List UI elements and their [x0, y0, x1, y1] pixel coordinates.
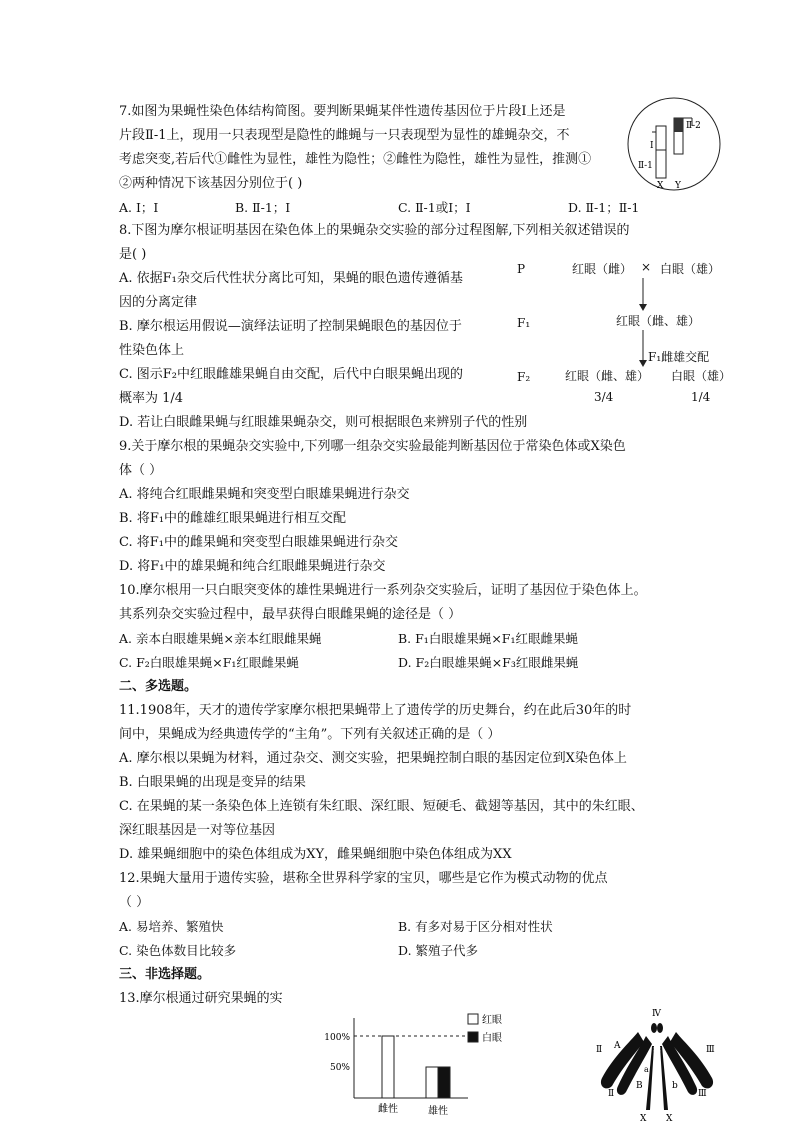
- eye-color-bar-chart: [318, 1010, 518, 1120]
- q7-line-4: ②两种情况下该基因分别位于( ): [119, 176, 303, 191]
- p-female: 红眼（雌）: [572, 262, 633, 276]
- f2-white: 白眼（雄）: [671, 369, 732, 383]
- legend-white-label: 白眼: [482, 1033, 502, 1044]
- q8-option-a-cont: 因的分离定律: [119, 295, 198, 310]
- q10-line-2: 其系列杂交实验过程中，最早获得白眼雌果蝇的途径是（ ）: [119, 607, 462, 622]
- sex-chromosome-figure: [626, 96, 722, 192]
- q12-option-d: D. 繁殖子代多: [398, 943, 479, 958]
- label-i: Ⅰ: [650, 141, 654, 151]
- label-a: a: [644, 1065, 649, 1074]
- q7-option-d: D. Ⅱ-1；Ⅱ-1: [568, 200, 640, 215]
- label-III-top: Ⅲ: [706, 1045, 715, 1055]
- label-IV: Ⅳ: [652, 1009, 661, 1019]
- category-label-male: 雄性: [428, 1106, 448, 1117]
- q12-line-2: （ ）: [119, 895, 150, 910]
- label-p: P: [517, 262, 526, 276]
- label-A: A: [614, 1041, 621, 1051]
- arrow-p-f1: [636, 278, 650, 312]
- category-label-female: 雌性: [378, 1104, 398, 1115]
- q11-option-b: B. 白眼果蝇的出现是变异的结果: [119, 775, 306, 790]
- legend-red-label: 红眼: [482, 1015, 502, 1026]
- label-ii-2: Ⅱ-2: [686, 121, 701, 131]
- f1-result: 红眼（雌、雄）: [616, 314, 701, 328]
- cross-symbol: ×: [641, 260, 652, 274]
- tick-label-50: 50%: [329, 1063, 350, 1073]
- ratio-3-4: 3/4: [594, 390, 614, 404]
- q11-option-a: A. 摩尔根以果蝇为材料，通过杂交、测交实验，把果蝇控制白眼的基因定位到X染色体上: [119, 751, 627, 766]
- label-III-bottom: Ⅲ: [698, 1089, 707, 1099]
- q11-option-c: C. 在果蝇的某一条染色体上连锁有朱红眼、深红眼、短硬毛、截翅等基因，其中的朱红眼、: [119, 799, 644, 814]
- q10-option-d: D. F₂白眼雄果蝇×F₃红眼雌果蝇: [398, 655, 579, 670]
- q11-option-c-cont: 深红眼基因是一对等位基因: [119, 823, 276, 838]
- q7-line-1: 7.如图为果蝇性染色体结构简图。要判断果蝇某伴性遗传基因位于片段Ⅰ上还是: [119, 104, 566, 119]
- label-B: B: [636, 1081, 643, 1091]
- q8-option-c-cont: 概率为 1/4: [119, 391, 184, 406]
- q9-line-1: 9.关于摩尔根的果蝇杂交实验中,下列哪一组杂交实验最能判断基因位于常染色体或X染色: [119, 439, 626, 454]
- label-f2: F₂: [517, 370, 531, 384]
- q8-option-b: B. 摩尔根运用假说—演绎法证明了控制果蝇眼色的基因位于: [119, 319, 462, 334]
- q7-option-b: B. Ⅱ-1；Ⅰ: [235, 200, 291, 215]
- label-b: b: [672, 1081, 678, 1091]
- q8-line-1: 8.下图为摩尔根证明基因在染色体上的果蝇杂交实验的部分过程图解,下列相关叙述错误的: [119, 223, 630, 238]
- q11-line-1: 11.1908年，天才的遗传学家摩尔根把果蝇带上了遗传学的历史舞台，约在此后30年的时: [119, 703, 632, 718]
- label-II-bottom: Ⅱ: [608, 1089, 615, 1099]
- label-X-left: X: [640, 1114, 647, 1123]
- q11-option-d: D. 雄果蝇细胞中的染色体组成为XY，雌果蝇细胞中染色体组成为XX: [119, 847, 512, 862]
- f1-cross-note: F₁雌雄交配: [648, 350, 710, 364]
- q12-option-a: A. 易培养、繁殖快: [119, 919, 224, 934]
- legend-white-swatch: [468, 1032, 478, 1042]
- label-x: X: [657, 181, 664, 191]
- q10-option-c: C. F₂白眼雄果蝇×F₁红眼雌果蝇: [119, 655, 299, 670]
- q10-option-a: A. 亲本白眼雄果蝇×亲本红眼雌果蝇: [119, 631, 322, 646]
- label-f1: F₁: [517, 316, 531, 330]
- q9-line-2: 体（ ）: [119, 463, 163, 478]
- label-X-right: X: [666, 1114, 673, 1123]
- q9-option-a: A. 将纯合红眼雌果蝇和突变型白眼雄果蝇进行杂交: [119, 487, 410, 502]
- legend-red-swatch: [468, 1014, 478, 1024]
- q7-line-2: 片段Ⅱ-1上，现用一只表现型是隐性的雌蝇与一只表现型为显性的雄蝇杂交，不: [119, 128, 570, 143]
- q9-option-b: B. 将F₁中的雌雄红眼果蝇进行相互交配: [119, 511, 347, 526]
- q10-line-1: 10.摩尔根用一只白眼突变体的雄性果蝇进行一系列杂交实验后，证明了基因位于染色体上。: [119, 583, 647, 598]
- bar-male-red: [426, 1067, 438, 1098]
- section-2-heading: 二、多选题。: [119, 679, 198, 694]
- label-ii-1: Ⅱ-1: [638, 161, 653, 171]
- q11-line-2: 间中，果蝇成为经典遗传学的“主角”。下列有关叙述正确的是（ ）: [119, 727, 501, 742]
- q12-line-1: 12.果蝇大量用于遗传实验，堪称全世界科学家的宝贝，哪些是它作为模式动物的优点: [119, 871, 608, 886]
- bar-female-red: [382, 1036, 394, 1098]
- bar-male-white: [438, 1067, 450, 1098]
- q7-option-a: A. Ⅰ；Ⅰ: [119, 200, 159, 215]
- q8-option-b-cont: 性染色体上: [119, 343, 185, 358]
- q8-option-d: D. 若让白眼雌果蝇与红眼雄果蝇杂交，则可根据眼色来辨别子代的性别: [119, 415, 528, 430]
- p-male: 白眼（雄）: [660, 262, 721, 276]
- f2-red: 红眼（雌、雄）: [565, 369, 650, 383]
- q13-line-1: 13.摩尔根通过研究果蝇的实: [119, 991, 283, 1006]
- karyotype-figure: [592, 1006, 722, 1123]
- q12-option-c: C. 染色体数目比较多: [119, 943, 237, 958]
- tick-label-100: 100%: [324, 1033, 350, 1043]
- section-3-heading: 三、非选择题。: [119, 967, 211, 982]
- q8-line-2: 是( ): [119, 247, 147, 262]
- label-y: Y: [675, 181, 681, 191]
- q9-option-c: C. 将F₁中的雌果蝇和突变型白眼雄果蝇进行杂交: [119, 535, 398, 550]
- q12-option-b: B. 有多对易于区分相对性状: [398, 919, 553, 934]
- label-II-top: Ⅱ: [596, 1045, 603, 1055]
- q7-option-c: C. Ⅱ-1或Ⅰ；Ⅰ: [398, 200, 471, 215]
- q8-option-c: C. 图示F₂中红眼雌雄果蝇自由交配，后代中白眼果蝇出现的: [119, 367, 463, 382]
- q8-option-a: A. 依据F₁杂交后代性状分离比可知，果蝇的眼色遗传遵循基: [119, 271, 463, 286]
- q9-option-d: D. 将F₁中的雄果蝇和纯合红眼雌果蝇进行杂交: [119, 559, 386, 574]
- q7-line-3: 考虑突变,若后代①雌性为显性，雄性为隐性；②雌性为隐性，雄性为显性，推测①: [119, 152, 592, 167]
- ratio-1-4: 1/4: [691, 390, 711, 404]
- q10-option-b: B. F₁白眼雄果蝇×F₁红眼雌果蝇: [398, 631, 578, 646]
